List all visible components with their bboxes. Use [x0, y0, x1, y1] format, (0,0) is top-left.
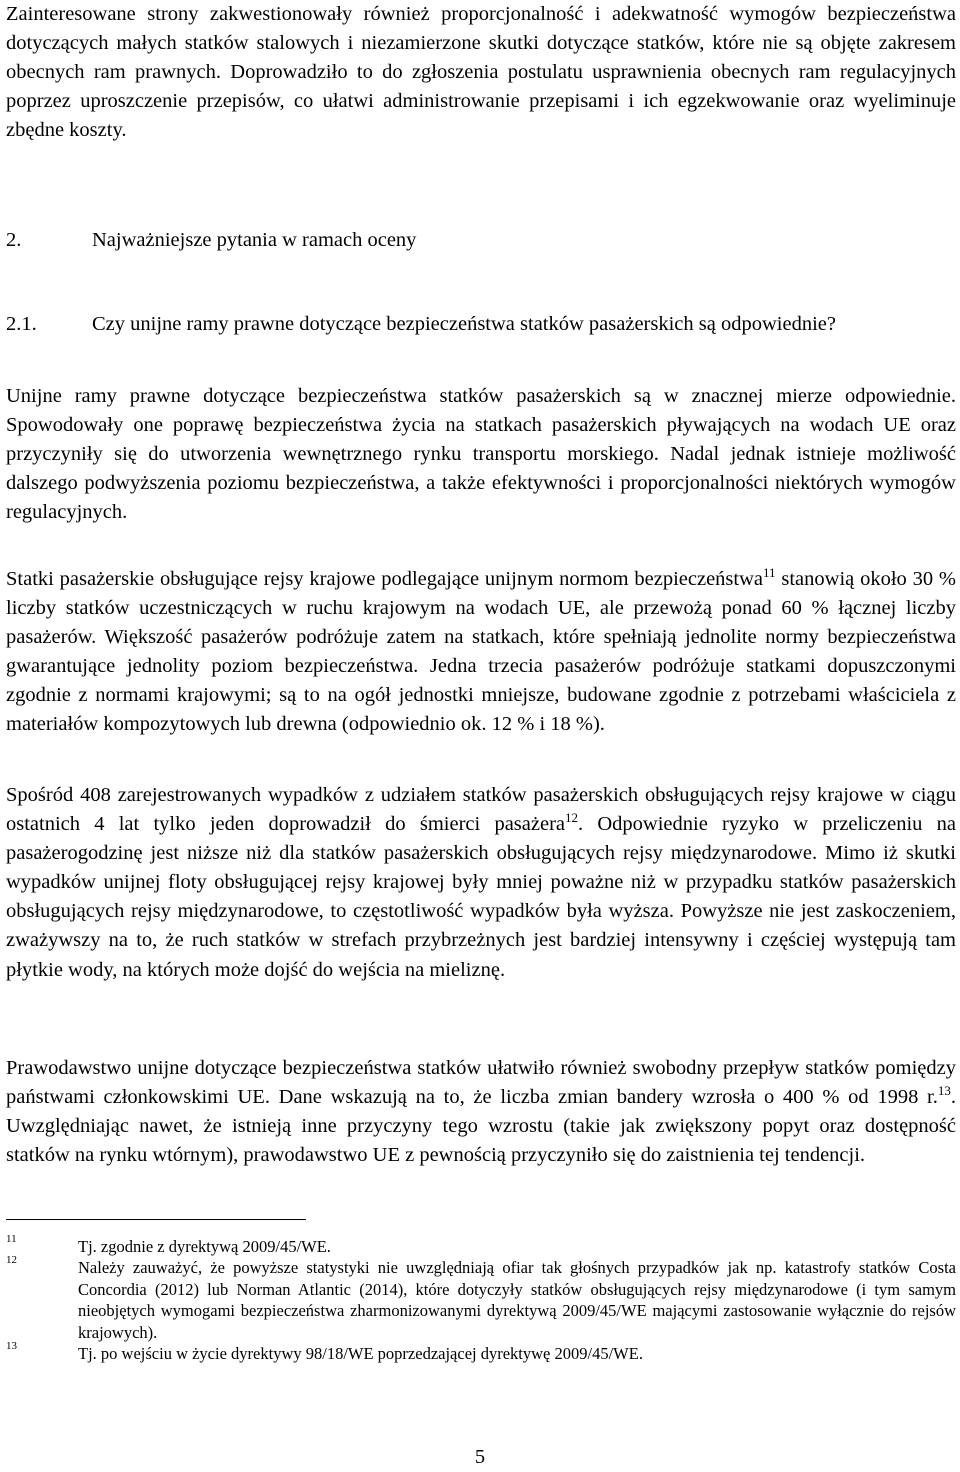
paragraph-accidents [6, 781, 956, 985]
section-heading-2-1 [6, 310, 956, 339]
footnote-text: Tj. po wejściu w życie dyrektywy 98/18/WE poprzedzającej dyrektywę 2009/45/WE. [78, 1344, 643, 1364]
paragraph-stakeholders: Zainteresowane strony zakwestionowały również proporcjonalność i adekwatność wymogów bezpieczeństwa dotyczących małych statków stalowych i niezamierzone skutki dotyczące statków, które nie są objęte zakresem obecnych ram prawnych. Doprowadziło to do zgłoszenia postulatu usprawnienia obecnych ram regulacyjnych poprzez uproszczenie przepisów, co ułatwi administrowanie przepisami i ich egzekwowanie oraz wyeliminuje zbędne koszty. [6, 3, 956, 142]
footnote-mark: 13 [6, 1340, 17, 1353]
footnote-ref-13[interactable]: 13 [937, 1083, 951, 1099]
footnote-ref-12[interactable]: 12 [565, 810, 579, 826]
paragraph-text: Statki pasażerskie obsługujące rejsy krajowe podlegające unijnym normom bezpieczeństwa [6, 568, 764, 590]
section-number: 2. [6, 229, 22, 251]
footnote-13 [6, 1340, 956, 1364]
footnote-ref-11[interactable]: 11 [763, 565, 776, 580]
section-title: Najważniejsze pytania w ramach oceny [92, 229, 417, 251]
subsection-title: Czy unijne ramy prawne dotyczące bezpieczeństwa statków pasażerskich są odpowiednie? [92, 313, 836, 335]
section-heading-2 [6, 226, 956, 255]
paragraph-text: stanowią około 30 % liczby statków uczestniczących w ruchu krajowym na wodach UE, ale przewożą ponad 60 % łącznej liczby pasażerów. Większość pasażerów podróżuje zatem na statkach, które spełniają jednolite normy bezpieczeństwa gwarantujące jednolity poziom bezpieczeństwa. Jedna trzecia pasażerów podróżuje statkami dopuszczonymi zgodnie z normami krajowymi; są to na ogół jednostki mniejsze, budowane zgodnie z potrzebami właściciela z materiałów kompozytowych lub drewna (odpowiednio ok. 12 % i 18 %). [6, 568, 956, 736]
footnote-text: Tj. zgodnie z dyrektywą 2009/45/WE. [78, 1237, 331, 1256]
paragraph-flag-changes [6, 1054, 956, 1170]
footnote-text: Należy zauważyć, że powyższe statystyki nie uwzględniają ofiar tak głośnych przypadków jak np. katastrofy statków Costa Concordia (2012) lub Norman Atlantic (2014), które dotyczyły statków obsługujących rejsy międzynarodowe (i tym samym nieobjętych wymogami bezpieczeństwa zharmonizowanymi dyrektywą 2009/45/WE mającymi zastosowanie wyłącznie do rejsów krajowych). [78, 1258, 956, 1342]
footnote-11 [6, 1233, 956, 1257]
paragraph-legal-framework: Unijne ramy prawne dotyczące bezpieczeństwa statków pasażerskich są w znacznej mierze odpowiednie. Spowodowały one poprawę bezpieczeństwa życia na statkach pasażerskich pływających na wodach UE oraz przyczyniły się do utworzenia wewnętrznego rynku transportu morskiego. Nadal jednak istnieje możliwość dalszego podwyższenia poziomu bezpieczeństwa, a także efektywności i proporcjonalności niektórych wymogów regulacyjnych. [6, 385, 956, 524]
footnote-mark: 11 [6, 1233, 17, 1245]
footnote-separator [6, 1219, 306, 1220]
footnote-mark: 12 [6, 1254, 17, 1267]
paragraph-text: . Uwzględniając nawet, że istnieją inne przyczyny tego wzrostu (takie jak zwiększony popyt oraz dostępność statków na rynku wtórnym), prawodawstwo UE z pewnością przyczyniło się do zaistnienia tej tendencji. [6, 1086, 956, 1167]
page-number: 5 [474, 1446, 486, 1468]
subsection-number: 2.1. [6, 313, 37, 335]
paragraph-text: Spośród 408 zarejestrowanych wypadków z udziałem statków pasażerskich obsługujących rejsy krajowe w ciągu ostatnich 4 lat tylko jeden doprowadził do śmierci pasażera [6, 784, 956, 836]
paragraph-domestic-ships [6, 565, 956, 740]
paragraph-text: Prawodawstwo unijne dotyczące bezpieczeństwa statków ułatwiło również swobodny przepływ statków pomiędzy państwami członkowskimi UE. Dane wskazują na to, że liczba zmian bandery wzrosła o 400 % od 1998 r. [6, 1057, 956, 1109]
paragraph-text: . Odpowiednie ryzyko w przeliczeniu na pasażerogodzinę jest niższe niż dla statków pasażerskich obsługujących rejsy międzynarodowe. Mimo iż skutki wypadków unijnej floty obsługującej rejsy krajowej były mniej poważne niż w przypadku statków pasażerskich obsługujących rejsy międzynarodowe, to częstotliwość wypadków była wyższa. Powyższe nie jest zaskoczeniem, zważywszy na to, że ruch statków w strefach przybrzeżnych jest bardziej intensywny i częściej występują tam płytkie wody, na których może dojść do wejścia na mieliznę. [6, 813, 956, 981]
footnotes [6, 1233, 956, 1364]
footnote-12 [6, 1254, 956, 1343]
